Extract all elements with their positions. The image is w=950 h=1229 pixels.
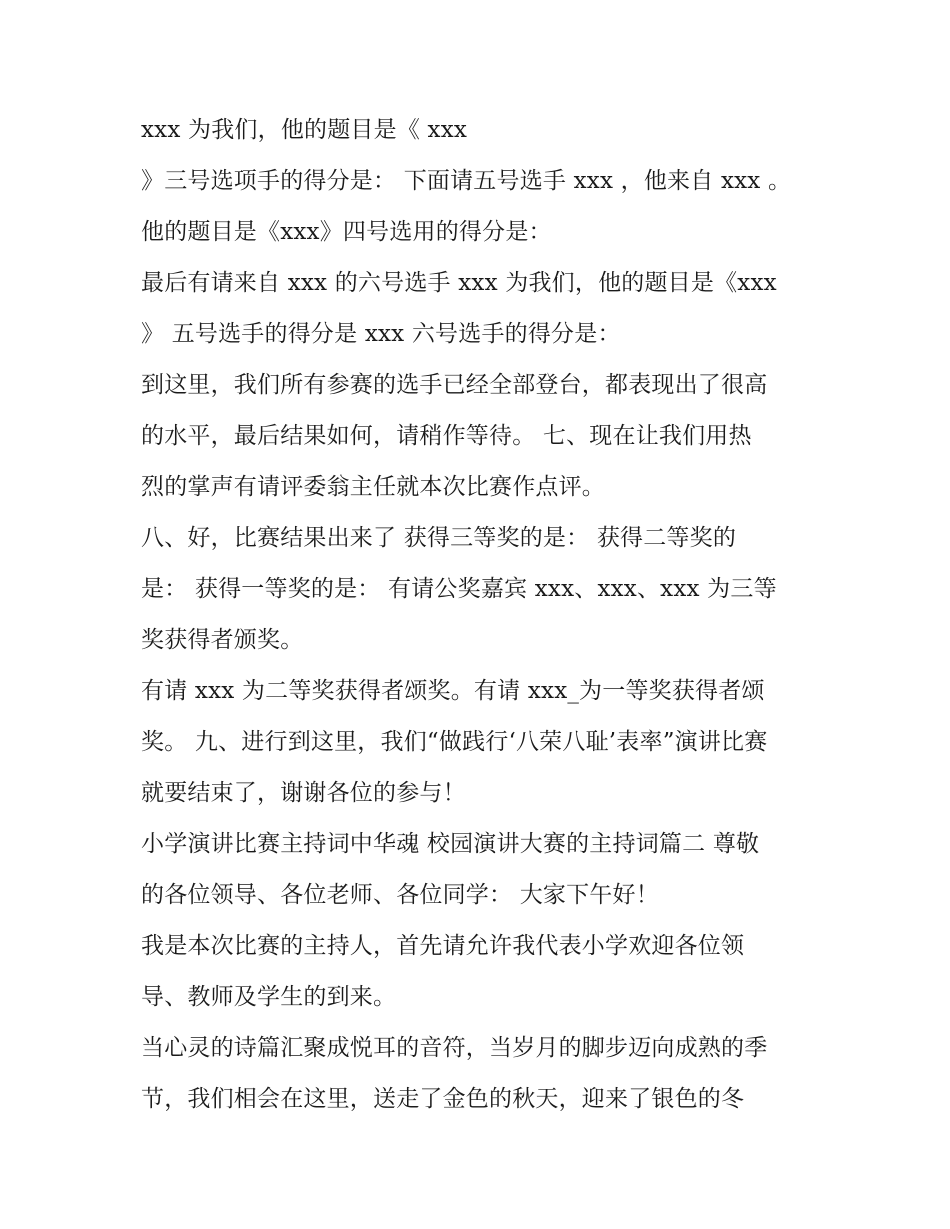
text-line: 奖。 九、进行到这里，我们“做践行‘八荣八耻’表率”演讲比赛 — [141, 729, 768, 755]
text-line: 小学演讲比赛主持词中华魂 校园演讲大赛的主持词篇二 尊敬 — [141, 831, 760, 857]
text-line: 到这里，我们所有参赛的选手已经全部登台，都表现出了很高 — [141, 372, 768, 398]
text-line: 的水平，最后结果如何，请稍作等待。 七、现在让我们用热 — [141, 423, 752, 449]
text-line: 奖获得者颁奖。 — [141, 627, 304, 653]
text-line: 最后有请来自 xxx 的六号选手 xxx 为我们，他的题目是《xxx — [141, 270, 777, 296]
text-line: 的各位领导、各位老师、各位同学： 大家下午好！ — [141, 882, 659, 908]
text-line: 我是本次比赛的主持人，首先请允许我代表小学欢迎各位领 — [141, 933, 745, 959]
text-line: xxx 为我们，他的题目是《 xxx — [141, 117, 468, 143]
text-line: 》 五号选手的得分是 xxx 六号选手的得分是： — [141, 321, 621, 347]
text-line: 导、教师及学生的到来。 — [141, 984, 397, 1010]
text-line: 有请 xxx 为二等奖获得者颂奖。有请 xxx_为一等奖获得者颂 — [141, 678, 765, 704]
text-line: 烈的掌声有请评委翁主任就本次比赛作点评。 — [141, 474, 605, 500]
text-line: 就要结束了，谢谢各位的参与！ — [141, 780, 466, 806]
text-line: 八、好，比赛结果出来了 获得三等奖的是： 获得二等奖的 — [141, 525, 737, 551]
text-line: 他的题目是《xxx》四号选用的得分是： — [141, 219, 552, 245]
text-line: 当心灵的诗篇汇聚成悦耳的音符，当岁月的脚步迈向成熟的季 — [141, 1035, 768, 1061]
text-line: 是： 获得一等奖的是： 有请公奖嘉宾 xxx、xxx、xxx 为三等 — [141, 576, 777, 602]
text-line: 》三号选项手的得分是： 下面请五号选手 xxx ，他来自 xxx 。 — [141, 168, 792, 194]
text-line: 节，我们相会在这里，送走了金色的秋天，迎来了银色的冬 — [141, 1086, 745, 1112]
